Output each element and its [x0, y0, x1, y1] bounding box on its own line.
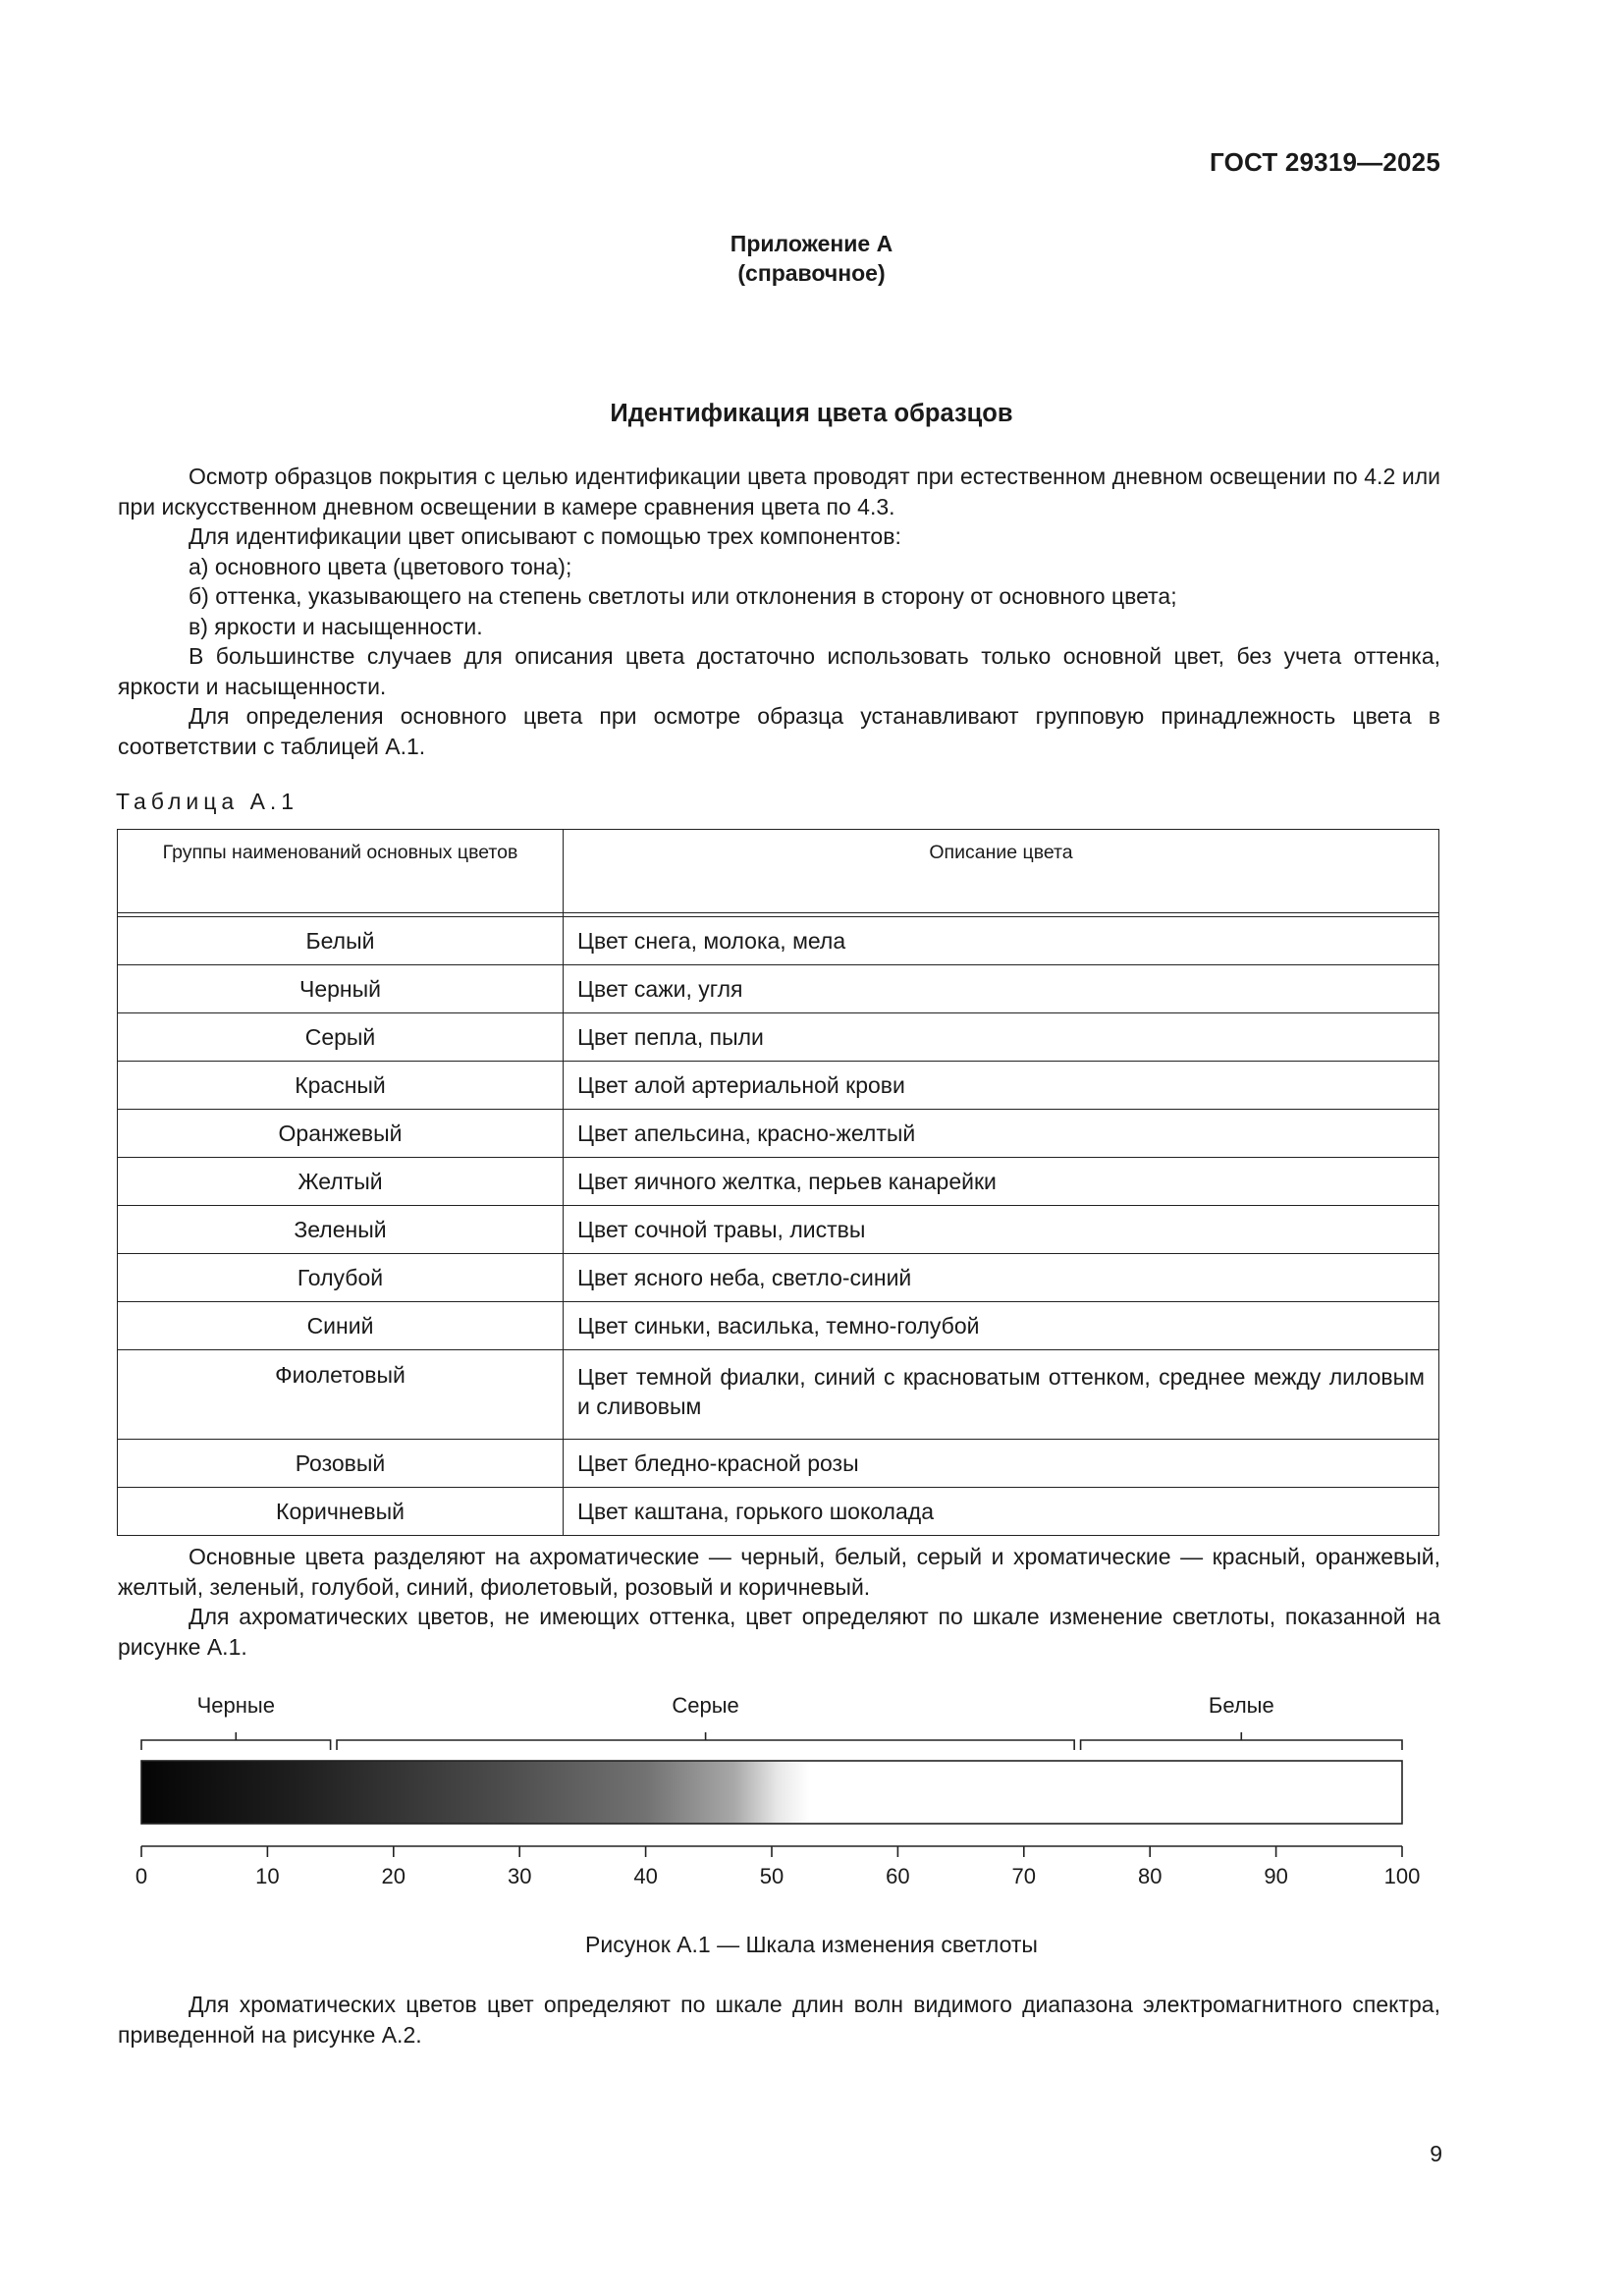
table-caption: Таблица А.1	[116, 789, 299, 814]
color-group-name: Черный	[118, 965, 564, 1013]
table-row	[118, 1254, 1439, 1302]
lightness-gradient-bar	[141, 1761, 1402, 1824]
page-number: 9	[1430, 2141, 1442, 2166]
paragraph: Для хроматических цветов цвет определяют по шкале длин волн видимого диапазона электромагнитного спектра, приведенной на рисунке А.2.	[118, 1992, 1440, 2048]
table-row	[118, 1302, 1439, 1350]
tick-label: 50	[759, 1864, 784, 1886]
section-title: Идентификация цвета образцов	[610, 400, 1013, 427]
paragraph: Для определения основного цвета при осмотре образца устанавливают групповую принадлежность цвета в соответствии с таблицей А.1.	[118, 703, 1440, 759]
color-description: Цвет темной фиалки, синий с красноватым оттенком, среднее между лиловым и сливовым	[564, 1350, 1439, 1440]
table-row	[118, 1013, 1439, 1062]
color-group-name: Белый	[118, 917, 564, 965]
color-description: Цвет бледно-красной розы	[564, 1440, 1439, 1488]
tick-label: 40	[633, 1864, 658, 1886]
color-description: Цвет пепла, пыли	[564, 1013, 1439, 1062]
list-item: б) оттенка, указывающего на степень светлоты или отклонения в сторону от основного цвета;	[189, 583, 1177, 609]
table-header-description: Описание цвета	[564, 830, 1439, 913]
lightness-scale-figure	[0, 1689, 1623, 1886]
color-description: Цвет снега, молока, мела	[564, 917, 1439, 965]
color-description: Цвет алой артериальной крови	[564, 1062, 1439, 1110]
list-item: а) основного цвета (цветового тона);	[189, 553, 572, 579]
paragraph: Осмотр образцов покрытия с целью идентификации цвета проводят при естественном дневном освещении по 4.2 или при искусственном дневном освещении в камере сравнения цвета по 4.3.	[118, 464, 1440, 519]
table-row	[118, 965, 1439, 1013]
group-label: Серые	[672, 1693, 739, 1718]
after-table-text	[118, 1542, 1440, 1662]
color-group-name: Зеленый	[118, 1206, 564, 1254]
tick-label: 60	[886, 1864, 910, 1886]
tick-label: 70	[1011, 1864, 1037, 1886]
table-row	[118, 1440, 1439, 1488]
color-group-name: Желтый	[118, 1158, 564, 1206]
figure-caption: Рисунок А.1 — Шкала изменения светлоты	[585, 1932, 1038, 1957]
lightness-scale	[0, 1689, 1623, 1886]
color-group-name: Синий	[118, 1302, 564, 1350]
tick-label: 20	[381, 1864, 406, 1886]
document-code: ГОСТ 29319—2025	[1210, 147, 1440, 177]
color-description: Цвет синьки, василька, темно-голубой	[564, 1302, 1439, 1350]
color-group-name: Коричневый	[118, 1488, 564, 1536]
color-group-name: Оранжевый	[118, 1110, 564, 1158]
intro-text	[118, 462, 1440, 761]
group-bracket	[337, 1732, 1074, 1750]
list-item: в) яркости и насыщенности.	[189, 613, 483, 639]
group-label: Черные	[196, 1693, 275, 1718]
color-description: Цвет сочной травы, листвы	[564, 1206, 1439, 1254]
annex-type: (справочное)	[737, 260, 886, 286]
color-group-name: Голубой	[118, 1254, 564, 1302]
tick-label: 100	[1383, 1864, 1421, 1886]
tick-label: 0	[135, 1864, 148, 1886]
table-row	[118, 1062, 1439, 1110]
tick-label: 30	[507, 1864, 532, 1886]
group-bracket	[141, 1732, 331, 1750]
annex-label: Приложение А	[730, 231, 893, 256]
paragraph: Для идентификации цвет описывают с помощью трех компонентов:	[189, 523, 901, 549]
color-groups-table	[117, 829, 1439, 1536]
color-group-name: Красный	[118, 1062, 564, 1110]
color-group-name: Розовый	[118, 1440, 564, 1488]
table-row	[118, 1158, 1439, 1206]
annex-heading	[0, 229, 1623, 288]
color-group-name: Серый	[118, 1013, 564, 1062]
color-description: Цвет сажи, угля	[564, 965, 1439, 1013]
tick-label: 90	[1264, 1864, 1288, 1886]
table-row	[118, 917, 1439, 965]
paragraph: Для ахроматических цветов, не имеющих оттенка, цвет определяют по шкале изменение светлоты, показанной на рисунке А.1.	[118, 1604, 1440, 1660]
table-row	[118, 1350, 1439, 1440]
closing-text	[118, 1990, 1440, 2050]
paragraph: Основные цвета разделяют на ахроматические — черный, белый, серый и хроматические — красный, оранжевый, желтый, зеленый, голубой, синий, фиолетовый, розовый и коричневый.	[118, 1544, 1440, 1600]
color-description: Цвет яичного желтка, перьев канарейки	[564, 1158, 1439, 1206]
color-description: Цвет ясного неба, светло-синий	[564, 1254, 1439, 1302]
color-group-name: Фиолетовый	[118, 1350, 564, 1440]
paragraph: В большинстве случаев для описания цвета достаточно использовать только основной цвет, без учета оттенка, яркости и насыщенности.	[118, 643, 1440, 699]
tick-label: 10	[255, 1864, 280, 1886]
table-row	[118, 1206, 1439, 1254]
color-description: Цвет каштана, горького шоколада	[564, 1488, 1439, 1536]
table-row	[118, 1110, 1439, 1158]
color-description: Цвет апельсина, красно-желтый	[564, 1110, 1439, 1158]
table-header-group: Группы наименований основных цветов	[118, 830, 564, 913]
tick-label: 80	[1137, 1864, 1163, 1886]
group-bracket	[1081, 1732, 1402, 1750]
table-row	[118, 1488, 1439, 1536]
group-label: Белые	[1208, 1693, 1274, 1718]
